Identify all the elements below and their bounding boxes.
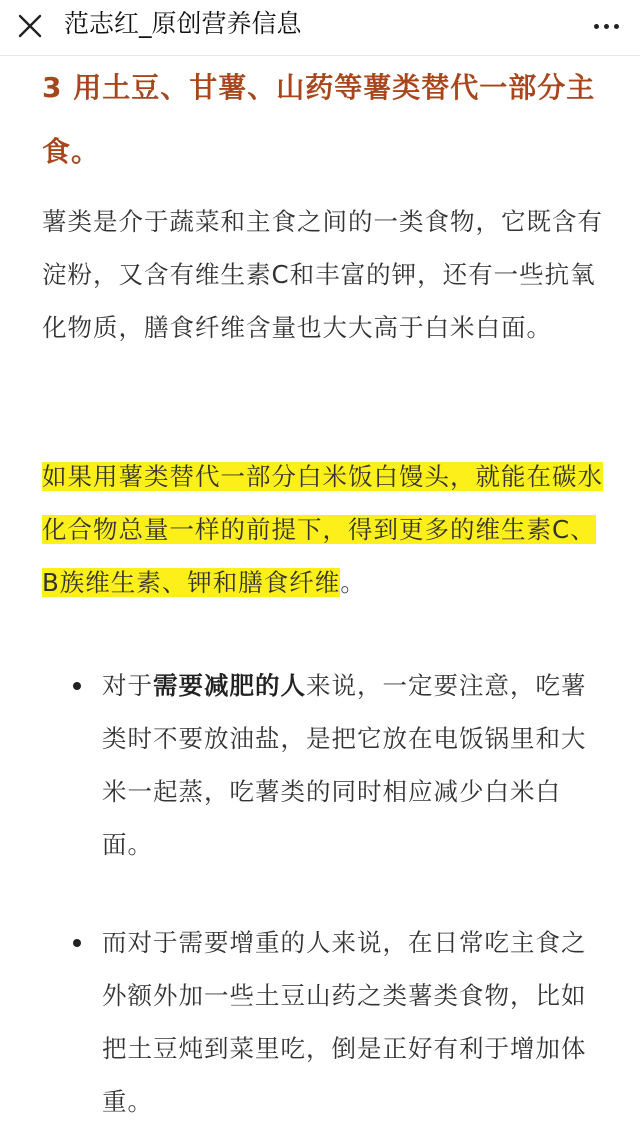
more-button[interactable]	[586, 6, 626, 46]
window-title: 范志红_原创营养信息	[64, 9, 302, 38]
more-icon	[594, 24, 599, 29]
list-item-text	[102, 659, 592, 871]
highlighted-text: 如果用薯类替代一部分白米饭白馒头，就能在碳水化合物总量一样的前提下，得到更多的维生素C、B族维生素、钾和膳食纤维	[42, 462, 603, 597]
paragraph: 薯类是介于蔬菜和主食之间的一类食物，它既含有淀粉，又含有维生素C和丰富的钾，还有一些抗氧化物质，膳食纤维含量也大大高于白米白面。	[42, 207, 603, 342]
close-icon	[17, 13, 43, 39]
list-item-rest: 来说，一定要注意，吃薯类时不要放油盐，是把它放在电饭锅里和大米一起蒸，吃薯类的同时相应减少白米白面。	[102, 671, 587, 859]
top-bar	[0, 0, 640, 56]
more-icon-dot	[614, 24, 619, 29]
highlighted-paragraph	[42, 450, 607, 609]
paragraph-tail: 。	[340, 568, 366, 597]
list-item-bold: 需要减肥的人	[153, 671, 306, 700]
bullet-icon	[73, 682, 81, 690]
list-item-text: 而对于需要增重的人来说，在日常吃主食之外额外加一些土豆山药之类薯类食物，比如把土豆炖到菜里吃，倒是正好有利于增加体重。	[102, 928, 587, 1116]
list-item-prefix: 对于	[102, 671, 153, 700]
close-button[interactable]	[10, 6, 50, 46]
section-heading: 3 用土豆、甘薯、山药等薯类替代一部分主食。	[42, 71, 596, 168]
more-icon-dot	[604, 24, 609, 29]
bullet-icon	[73, 939, 81, 947]
